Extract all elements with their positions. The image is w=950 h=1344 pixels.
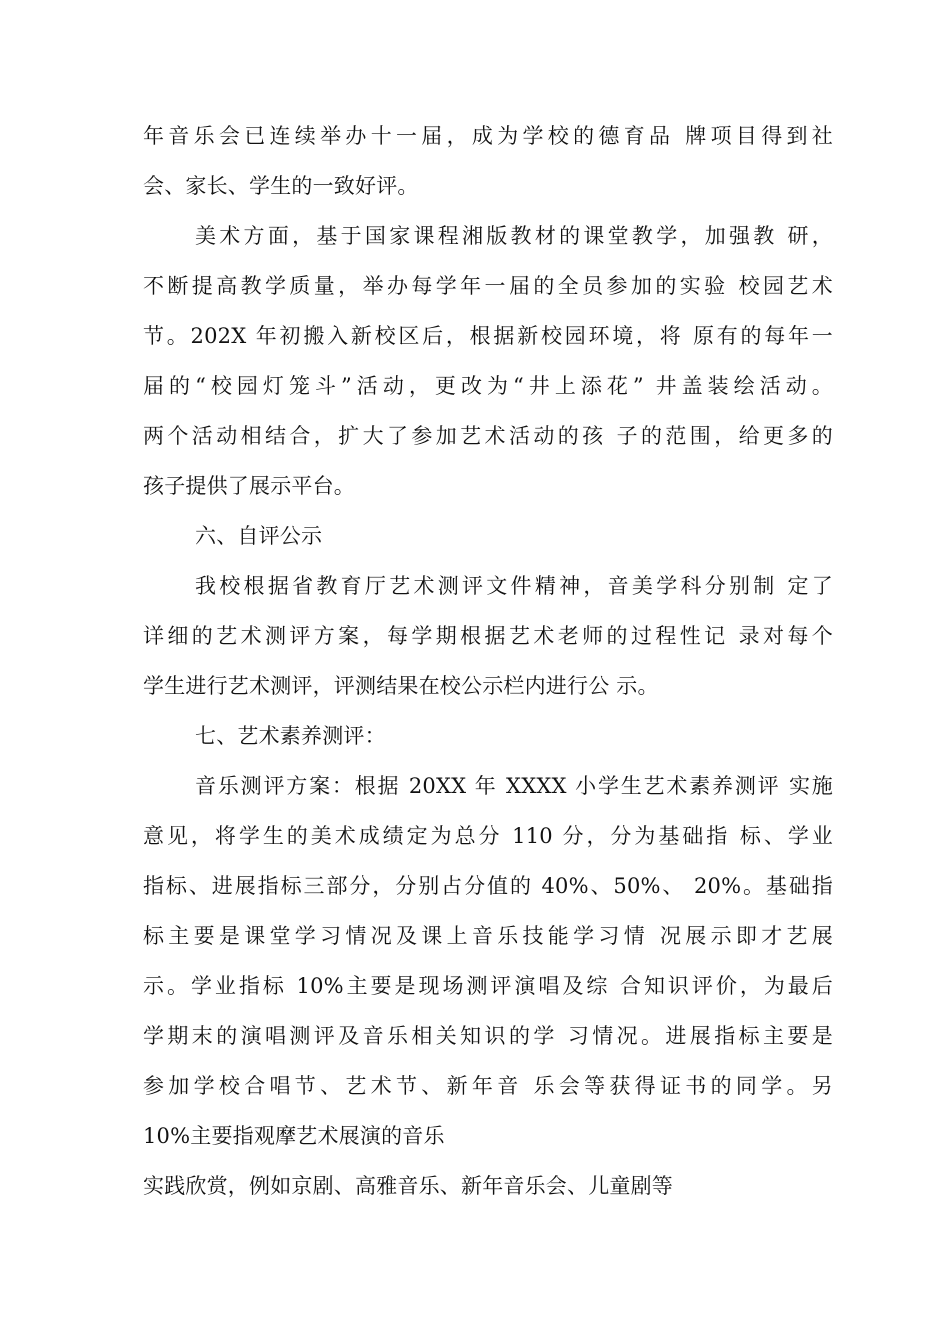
paragraph-line: 学生进行艺术测评，评测结果在校公示栏内进行公 示。 bbox=[143, 674, 659, 698]
paragraph-line: 10%主要指观摩艺术展演的音乐 bbox=[143, 1124, 445, 1148]
section-heading: 七、艺术素养测评： bbox=[195, 724, 386, 748]
paragraph-line: 示。学业指标 10%主要是现场测评演唱及综 合知识评价，为最后 bbox=[143, 974, 833, 998]
paragraph-line: 年音乐会已连续举办十一届，成为学校的德育品 牌项目得到社 bbox=[143, 124, 833, 148]
paragraph-line: 届的“校园灯笼斗”活动，更改为“井上添花” 井盖装绘活动。 bbox=[143, 374, 833, 398]
paragraph-line: 参加学校合唱节、艺术节、新年音 乐会等获得证书的同学。另 bbox=[143, 1074, 833, 1098]
paragraph-line: 指标、进展指标三部分，分别占分值的 40%、50%、 20%。基础指 bbox=[143, 874, 833, 898]
paragraph-line: 我校根据省教育厅艺术测评文件精神，音美学科分别制 定了 bbox=[195, 574, 833, 598]
paragraph-line: 孩子提供了展示平台。 bbox=[143, 474, 355, 498]
section-heading: 六、自评公示 bbox=[195, 524, 323, 548]
paragraph-line: 两个活动相结合，扩大了参加艺术活动的孩 子的范围，给更多的 bbox=[143, 424, 833, 448]
paragraph-line: 音乐测评方案：根据 20XX 年 XXXX 小学生艺术素养测评 实施 bbox=[195, 774, 833, 798]
paragraph-line: 节。202X 年初搬入新校区后，根据新校园环境，将 原有的每年一 bbox=[143, 324, 833, 348]
paragraph-line: 意见，将学生的美术成绩定为总分 110 分，分为基础指 标、学业 bbox=[143, 824, 833, 848]
paragraph-line: 标主要是课堂学习情况及课上音乐技能学习情 况展示即才艺展 bbox=[143, 924, 833, 948]
paragraph-line: 会、家长、学生的一致好评。 bbox=[143, 174, 419, 198]
paragraph-line: 不断提高教学质量，举办每学年一届的全员参加的实验 校园艺术 bbox=[143, 274, 833, 298]
paragraph-line: 学期末的演唱测评及音乐相关知识的学 习情况。进展指标主要是 bbox=[143, 1024, 833, 1048]
paragraph-line: 实践欣赏，例如京剧、高雅音乐、新年音乐会、儿童剧等 bbox=[143, 1174, 673, 1198]
paragraph-line: 详细的艺术测评方案，每学期根据艺术老师的过程性记 录对每个 bbox=[143, 624, 833, 648]
paragraph-line: 美术方面，基于国家课程湘版教材的课堂教学，加强教 研， bbox=[195, 224, 833, 248]
